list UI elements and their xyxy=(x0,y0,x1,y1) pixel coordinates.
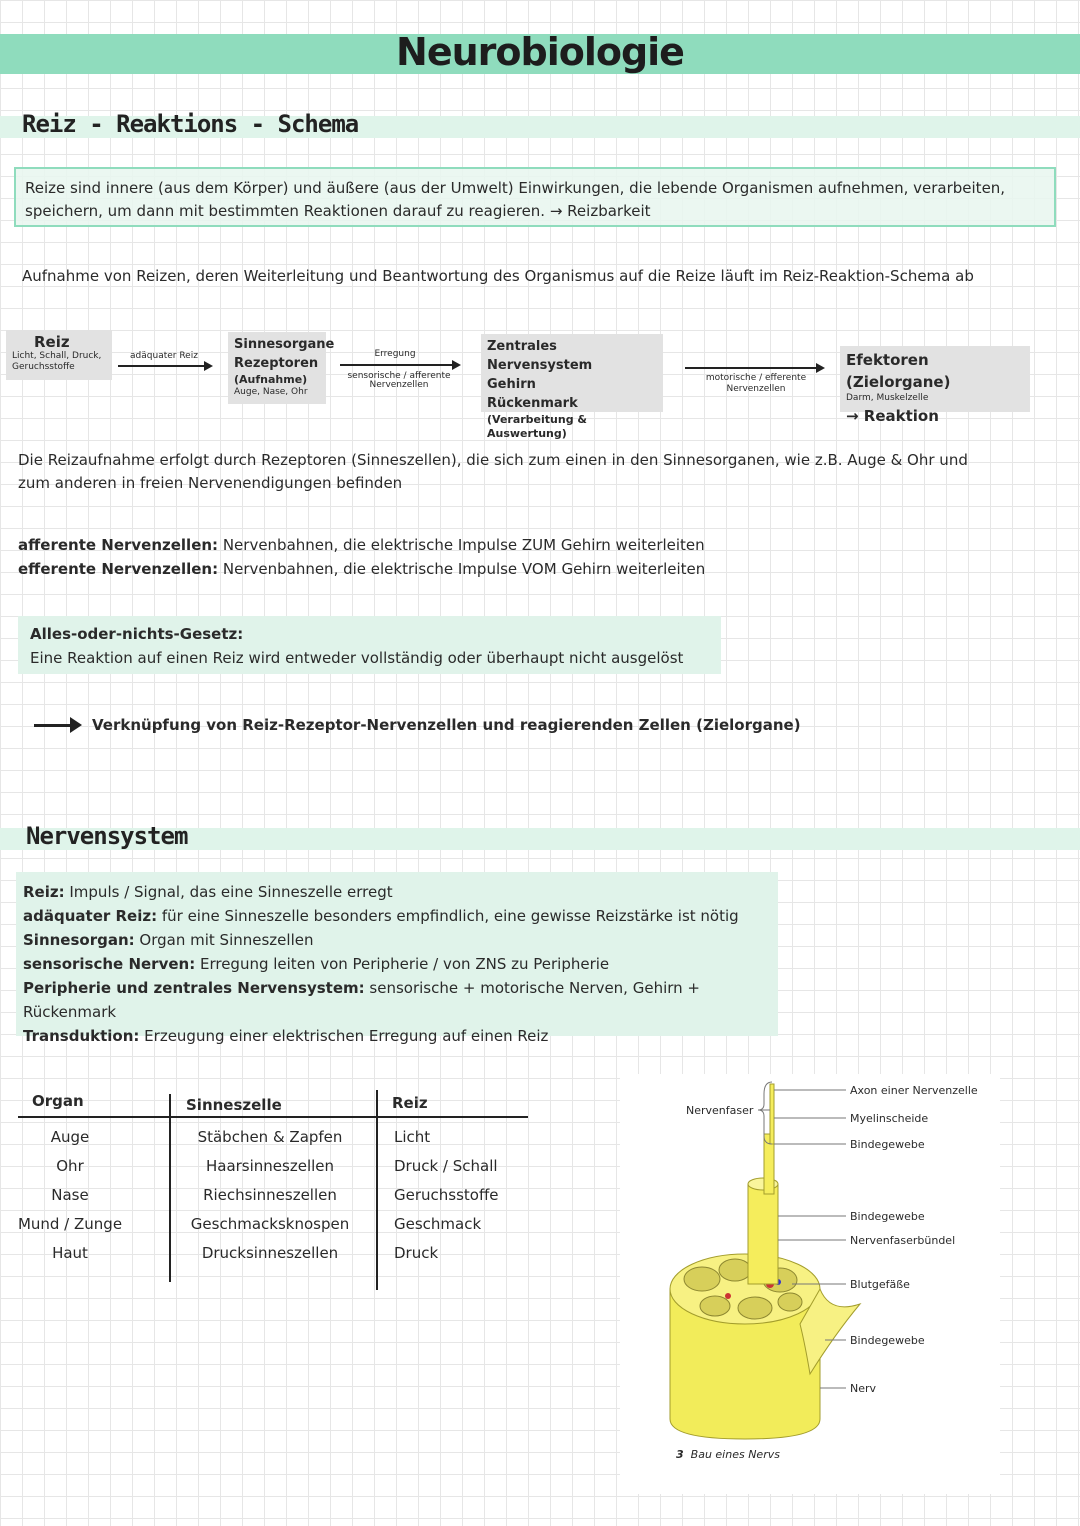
flow-eff-title: Efektoren (Zielorgane) xyxy=(846,351,951,391)
table-cell: Geruchsstoffe xyxy=(394,1186,499,1204)
table-cell: Drucksinneszellen xyxy=(201,1244,339,1262)
flow-zns-sub: Gehirn xyxy=(487,377,536,392)
table-cell: Nase xyxy=(51,1186,89,1204)
flow-arrow-label: sensorische / afferente xyxy=(347,371,451,381)
flow-arrow xyxy=(685,367,817,369)
flow-eff-sub: Darm, Muskelzelle xyxy=(846,393,929,403)
flow-sinne-title: Sinnesorgane xyxy=(234,337,335,352)
glossary-definition: Erzeugung einer elektrischen Erregung auf einen Reiz xyxy=(139,1027,549,1045)
table-header-line xyxy=(18,1116,528,1118)
table-cell: Ohr xyxy=(56,1157,84,1175)
figure-caption-text: Bau eines Nervs xyxy=(690,1448,780,1461)
flow-box-zns xyxy=(481,334,663,440)
flow-arrow-label: adäquater Reiz xyxy=(130,351,198,361)
section-heading-schema: Reiz - Reaktions - Schema xyxy=(22,110,359,138)
flow-zns-title: Zentrales Nervensystem xyxy=(487,339,593,373)
figure-label: Bindegewebe xyxy=(850,1210,925,1223)
flow-eff-reaction: → Reaktion xyxy=(846,407,939,425)
figure-label: Nerv xyxy=(850,1382,877,1395)
glossary-definition: Organ mit Sinneszellen xyxy=(134,931,314,949)
table-cell: Haut xyxy=(52,1244,88,1262)
glossary-term: Peripherie und zentrales Nervensystem: xyxy=(23,979,365,997)
section-heading-nervensystem: Nervensystem xyxy=(26,822,188,850)
table-cell: Licht xyxy=(394,1128,431,1146)
flow-arrow-label: Erregung xyxy=(374,349,416,359)
law-box xyxy=(18,616,721,674)
flow-reiz-title: Reiz xyxy=(34,333,70,351)
reception-line: Die Reizaufnahme erfolgt durch Rezeptoren (Sinneszellen), die sich zum einen in den Sinnesorganen, wie z.B. Auge & Ohr und xyxy=(18,451,968,469)
figure-label: Bindegewebe xyxy=(850,1334,925,1347)
flow-box-effektoren xyxy=(840,346,1030,425)
arrow-right-icon xyxy=(70,717,82,733)
table-column-line xyxy=(376,1090,378,1290)
nerve-figure xyxy=(620,1074,1000,1494)
flow-reiz-sub: Licht, Schall, Druck, xyxy=(12,351,102,361)
glossary-term: adäquater Reiz: xyxy=(23,907,158,925)
flow-zns-sub: (Verarbeitung & Auswertung) xyxy=(487,413,587,440)
figure-label: Axon einer Nervenzelle xyxy=(850,1084,978,1097)
arrow-head-icon xyxy=(204,361,213,371)
table-cell: Haarsinneszellen xyxy=(205,1157,335,1175)
glossary-item xyxy=(23,976,771,1024)
efferent-definition xyxy=(18,558,705,581)
definition-line: Reize sind innere (aus dem Körper) und äußere (aus der Umwelt) Einwirkungen, die lebende Organismen aufnehmen, verarbeiten, xyxy=(25,179,1006,197)
law-title: Alles-oder-nichts-Gesetz: xyxy=(30,625,244,643)
table-cell: Auge xyxy=(50,1128,90,1146)
table-cell: Druck / Schall xyxy=(394,1157,498,1175)
figure-caption xyxy=(676,1448,780,1461)
flow-box-sinnesorgane xyxy=(228,332,335,404)
table-header: Reiz xyxy=(392,1094,428,1112)
glossary-item xyxy=(23,952,771,976)
flow-box-reiz xyxy=(6,330,112,380)
table-cell: Geschmacksknospen xyxy=(190,1215,350,1233)
link-arrow xyxy=(34,724,74,727)
glossary-term: Transduktion: xyxy=(23,1027,140,1045)
glossary-list xyxy=(23,880,771,1048)
glossary-term: sensorische Nerven: xyxy=(23,955,196,973)
flow-reiz-sub: Geruchsstoffe xyxy=(12,362,75,372)
afferent-label: afferente Nervenzellen: xyxy=(18,536,219,554)
glossary-item xyxy=(23,904,771,928)
figure-left-label: Nervenfaser xyxy=(686,1104,754,1117)
glossary-definition: Erregung leiten von Peripherie / von ZNS zu Peripherie xyxy=(195,955,610,973)
figure-label: Myelinscheide xyxy=(850,1112,929,1125)
glossary-definition: Impuls / Signal, das eine Sinneszelle erregt xyxy=(64,883,393,901)
arrow-head-icon xyxy=(452,360,461,370)
glossary-item xyxy=(23,880,771,904)
glossary-box xyxy=(16,872,778,1045)
glossary-item xyxy=(23,928,771,952)
table-cell: Mund / Zunge xyxy=(17,1215,123,1233)
efferent-text: Nervenbahnen, die elektrische Impulse VOM Gehirn weiterleiten xyxy=(218,560,706,578)
flow-arrow-label: motorische / efferente xyxy=(705,373,807,383)
figure-label: Nervenfaserbündel xyxy=(850,1234,956,1247)
flow-sinne-sub: Rezeptoren xyxy=(234,356,319,371)
reception-text xyxy=(18,449,968,495)
glossary-item xyxy=(23,1024,771,1048)
flow-zns-sub: Rückenmark xyxy=(487,396,578,411)
flow-arrow xyxy=(118,365,204,367)
intro-text: Aufnahme von Reizen, deren Weiterleitung und Beantwortung des Organismus auf die Reize läuft im Reiz-Reaktion-Schema ab xyxy=(22,267,974,285)
afferent-text: Nervenbahnen, die elektrische Impulse ZUM Gehirn weiterleiten xyxy=(218,536,705,554)
flow-arrow-label: Nervenzellen xyxy=(726,384,786,394)
flow-arrow-label: Nervenzellen xyxy=(369,380,429,390)
table-cell: Geschmack xyxy=(394,1215,482,1233)
table-cell: Druck xyxy=(394,1244,439,1262)
nerve-illustration xyxy=(620,1074,1000,1494)
glossary-definition: sensorische + motorische Nerven, Gehirn + Rückenmark xyxy=(23,979,700,1021)
arrow-head-icon xyxy=(816,363,825,373)
law-text: Eine Reaktion auf einen Reiz wird entweder vollständig oder überhaupt nicht ausgelöst xyxy=(30,649,684,667)
figure-label: Bindegewebe xyxy=(850,1138,925,1151)
table-column-line xyxy=(169,1094,171,1282)
glossary-definition: für eine Sinneszelle besonders empfindlich, eine gewisse Reizstärke ist nötig xyxy=(157,907,739,925)
figure-caption-number: 3 xyxy=(676,1448,684,1461)
glossary-term: Reiz: xyxy=(23,883,65,901)
efferent-label: efferente Nervenzellen: xyxy=(18,560,219,578)
flow-sinne-sub: (Aufnahme) xyxy=(234,373,308,386)
organ-table xyxy=(16,1090,528,1290)
table-cell: Riechsinneszellen xyxy=(203,1186,337,1204)
reception-line: zum anderen in freien Nervenendigungen befinden xyxy=(18,474,403,492)
glossary-term: Sinnesorgan: xyxy=(23,931,135,949)
afferent-definition xyxy=(18,534,705,557)
figure-label: Blutgefäße xyxy=(850,1278,910,1291)
table-header: Sinneszelle xyxy=(186,1096,282,1114)
definition-line: speichern, um dann mit bestimmten Reaktionen darauf zu reagieren. → Reizbarkeit xyxy=(25,202,651,220)
definition-box xyxy=(14,167,1056,227)
page-title: Neurobiologie xyxy=(396,30,684,74)
flow-arrow xyxy=(340,364,452,366)
flow-sinne-sub: Auge, Nase, Ohr xyxy=(234,387,308,397)
link-text: Verknüpfung von Reiz-Rezeptor-Nervenzellen und reagierenden Zellen (Zielorgane) xyxy=(92,716,801,734)
table-cell: Stäbchen & Zapfen xyxy=(197,1128,343,1146)
table-header: Organ xyxy=(32,1092,84,1110)
